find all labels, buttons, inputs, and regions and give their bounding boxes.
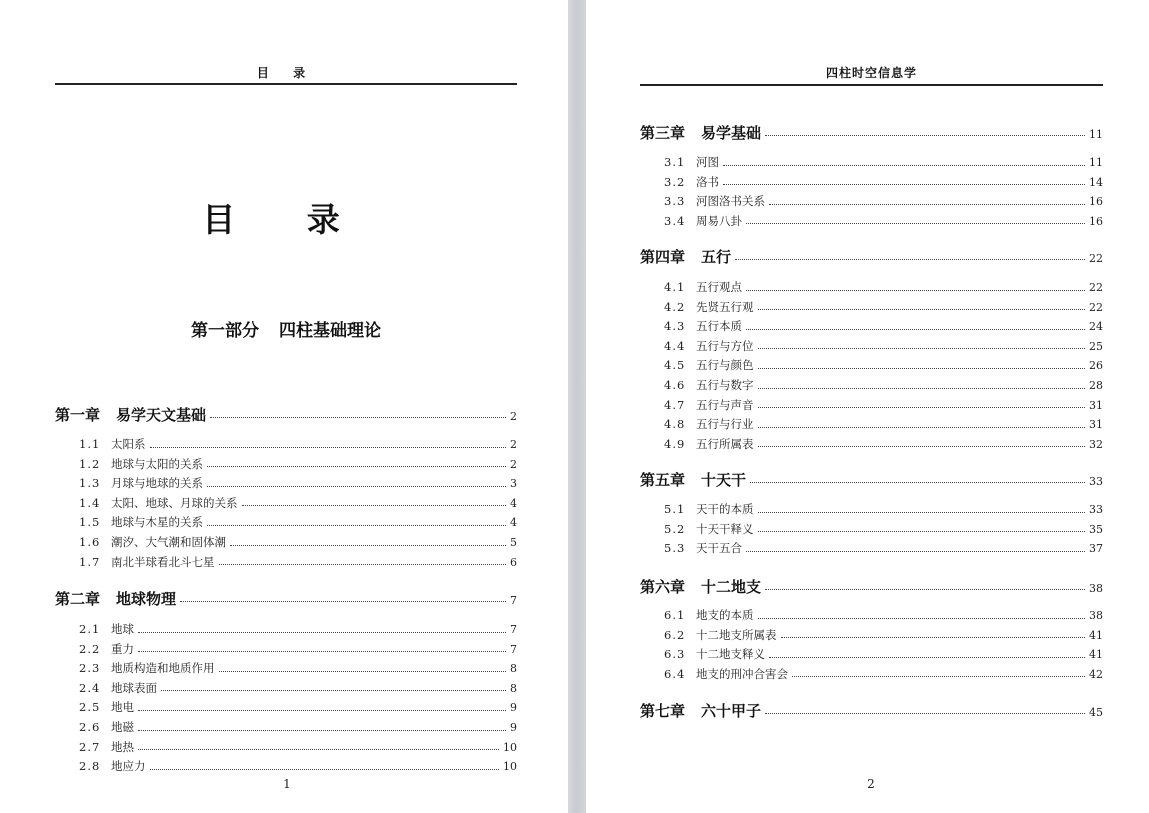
page-ref: 4	[510, 516, 517, 530]
section-title: 五行观点	[696, 280, 742, 294]
toc-section-entry	[640, 154, 1103, 170]
toc-section-entry	[55, 621, 517, 637]
left-page	[0, 0, 568, 813]
chapter-title: 六十甲子	[701, 702, 762, 720]
section-number: 3.4	[664, 213, 686, 228]
toc-section-entry	[640, 377, 1103, 393]
section-number: 4.5	[664, 358, 686, 373]
chapter-title: 十二地支	[701, 578, 762, 596]
section-title: 周易八卦	[696, 213, 742, 228]
chapter-title: 易学天文基础	[116, 406, 207, 424]
section-title: 天干的本质	[696, 502, 754, 516]
page-number: 2	[867, 777, 875, 791]
section-title: 五行与颜色	[696, 358, 754, 373]
section-number: 1.3	[79, 476, 101, 491]
section-number: 2.2	[79, 641, 101, 656]
section-number: 3.2	[664, 174, 686, 189]
dot-leader	[758, 368, 1086, 369]
toc-section-entry	[55, 456, 517, 472]
page-ref: 35	[1089, 522, 1103, 536]
toc-section-entry	[55, 660, 517, 676]
section-title: 太阳、地球、月球的关系	[111, 495, 238, 510]
dot-leader	[207, 466, 506, 467]
dot-leader	[180, 601, 506, 602]
section-title: 地球	[111, 622, 134, 636]
section-title: 天干五合	[696, 541, 742, 556]
dot-leader	[758, 618, 1086, 619]
page-ref: 8	[510, 681, 517, 695]
section-title: 太阳系	[111, 437, 146, 451]
section-title: 重力	[111, 641, 134, 656]
toc-chapter-entry	[640, 469, 1103, 490]
dot-leader	[765, 589, 1085, 590]
page-ref: 2	[510, 410, 517, 423]
toc-chapter-entry	[55, 588, 517, 609]
toc-section-entry	[640, 299, 1103, 315]
dot-leader	[219, 671, 507, 672]
toc-section-entry	[640, 213, 1103, 229]
section-number: 5.3	[664, 541, 686, 556]
dot-leader	[723, 165, 1085, 166]
section-number: 1.2	[79, 456, 101, 471]
section-title: 五行本质	[696, 319, 742, 334]
section-title: 月球与地球的关系	[111, 476, 203, 491]
section-title: 河图	[696, 155, 719, 169]
toc-chapter-entry	[640, 246, 1103, 267]
dot-leader	[210, 417, 506, 418]
section-number: 4.7	[664, 397, 686, 412]
dot-leader	[138, 749, 499, 750]
running-head: 四柱时空信息学	[825, 66, 917, 80]
page-ref: 41	[1089, 648, 1103, 662]
toc-section-entry	[55, 514, 517, 530]
right-page	[586, 0, 1149, 813]
page-ref: 7	[510, 642, 517, 656]
header-rule	[640, 84, 1103, 86]
section-title: 南北半球看北斗七星	[111, 554, 215, 569]
section-title: 五行与声音	[696, 397, 754, 412]
section-title: 地球表面	[111, 680, 157, 695]
toc-section-entry	[640, 501, 1103, 517]
page-number: 1	[283, 777, 291, 791]
section-title: 地质构造和地质作用	[111, 661, 215, 676]
toc-section-entry	[640, 416, 1103, 432]
page-ref: 16	[1089, 195, 1103, 209]
section-number: 4.8	[664, 417, 686, 432]
page-ref: 32	[1089, 437, 1103, 451]
section-number: 3.3	[664, 194, 686, 209]
toc-section-entry	[640, 646, 1103, 662]
chapter-title: 地球物理	[116, 590, 177, 608]
toc-section-entry	[55, 534, 517, 550]
page-ref: 10	[503, 740, 517, 754]
dot-leader	[765, 135, 1085, 136]
dot-leader	[758, 388, 1086, 389]
toc-section-entry	[640, 174, 1103, 190]
page-ref: 42	[1089, 667, 1103, 681]
section-number: 4.2	[664, 299, 686, 314]
section-number: 6.4	[664, 666, 686, 681]
page-ref: 41	[1089, 628, 1103, 642]
section-number: 4.9	[664, 436, 686, 451]
part-title: 第一部分 四柱基础理论	[191, 321, 381, 341]
section-number: 2.5	[79, 700, 101, 715]
section-number: 4.6	[664, 378, 686, 392]
toc-section-entry	[55, 495, 517, 511]
page-ref: 38	[1089, 582, 1103, 595]
dot-leader	[150, 447, 507, 448]
dot-leader	[758, 446, 1086, 447]
section-number: 3.1	[664, 155, 686, 169]
section-number: 1.4	[79, 495, 101, 510]
toc-section-entry	[640, 666, 1103, 682]
toc-section-entry	[640, 540, 1103, 556]
chapter-number: 第七章	[640, 702, 686, 720]
section-number: 6.2	[664, 627, 686, 642]
toc-chapter-entry	[640, 576, 1103, 597]
dot-leader	[138, 710, 506, 711]
toc-chapter-entry	[640, 122, 1103, 143]
toc-section-entry	[640, 338, 1103, 354]
page-ref: 2	[510, 457, 517, 471]
toc-section-entry	[55, 436, 517, 452]
section-title: 五行与数字	[696, 378, 754, 392]
section-number: 1.5	[79, 515, 101, 530]
section-title: 五行与行业	[696, 417, 754, 432]
section-number: 6.1	[664, 608, 686, 622]
toc-section-entry	[55, 739, 517, 755]
page-title: 目 录	[202, 200, 370, 239]
dot-leader	[242, 505, 507, 506]
page-gutter	[568, 0, 586, 813]
section-title: 地电	[111, 700, 134, 715]
toc-section-entry	[55, 758, 517, 774]
section-number: 4.1	[664, 280, 686, 294]
dot-leader	[758, 309, 1086, 310]
toc-section-entry	[640, 397, 1103, 413]
page-ref: 25	[1089, 339, 1103, 353]
toc-section-entry	[640, 357, 1103, 373]
section-title: 十二地支释义	[696, 647, 765, 662]
page-ref: 22	[1089, 281, 1103, 294]
toc-chapter-entry	[640, 700, 1103, 721]
dot-leader	[758, 348, 1086, 349]
dot-leader	[746, 329, 1085, 330]
page-ref: 7	[510, 623, 517, 636]
dot-leader	[792, 676, 1085, 677]
toc-section-entry	[640, 607, 1103, 623]
toc-section-entry	[55, 680, 517, 696]
dot-leader	[769, 657, 1085, 658]
page-ref: 28	[1089, 379, 1103, 392]
page-ref: 3	[510, 477, 517, 491]
page-ref: 2	[510, 438, 517, 451]
dot-leader	[230, 545, 506, 546]
page-ref: 11	[1089, 156, 1103, 169]
section-number: 2.3	[79, 661, 101, 676]
chapter-number: 第一章	[55, 406, 101, 424]
dot-leader	[765, 713, 1085, 714]
section-title: 地球与太阳的关系	[111, 456, 203, 471]
section-title: 地支的本质	[696, 608, 754, 622]
chapter-number: 第四章	[640, 248, 686, 266]
dot-leader	[746, 551, 1085, 552]
section-title: 地球与木星的关系	[111, 515, 203, 530]
section-title: 地磁	[111, 720, 134, 734]
page-ref: 31	[1089, 398, 1103, 412]
toc-section-entry	[55, 554, 517, 570]
page-ref: 45	[1089, 706, 1103, 719]
dot-leader	[207, 525, 506, 526]
page-ref: 33	[1089, 475, 1103, 488]
section-number: 4.3	[664, 319, 686, 334]
chapter-title: 十天干	[701, 471, 747, 489]
toc-section-entry	[640, 318, 1103, 334]
section-title: 地应力	[111, 759, 146, 774]
page-ref: 22	[1089, 252, 1103, 265]
page-ref: 6	[510, 555, 517, 569]
chapter-title: 五行	[701, 248, 732, 266]
page-ref: 31	[1089, 418, 1103, 432]
toc-section-entry	[55, 719, 517, 735]
page-ref: 10	[503, 760, 517, 774]
chapter-number: 第五章	[640, 471, 686, 489]
toc-section-entry	[640, 521, 1103, 537]
page-ref: 7	[510, 594, 517, 607]
toc-section-entry	[55, 699, 517, 715]
dot-leader	[758, 407, 1086, 408]
dot-leader	[161, 690, 506, 691]
section-number: 1.6	[79, 535, 101, 549]
section-title: 洛书	[696, 174, 719, 189]
chapter-title: 易学基础	[701, 124, 762, 142]
section-title: 五行所属表	[696, 436, 754, 451]
page-ref: 8	[510, 662, 517, 676]
section-title: 五行与方位	[696, 338, 754, 353]
dot-leader	[138, 730, 506, 731]
section-title: 十天干释义	[696, 521, 754, 536]
chapter-number: 第六章	[640, 578, 686, 596]
page-ref: 37	[1089, 542, 1103, 556]
dot-leader	[150, 769, 500, 770]
toc-section-entry	[640, 279, 1103, 295]
chapter-number: 第二章	[55, 590, 101, 608]
dot-leader	[758, 427, 1086, 428]
dot-leader	[758, 531, 1086, 532]
page-ref: 24	[1089, 320, 1103, 334]
dot-leader	[219, 564, 507, 565]
section-title: 十二地支所属表	[696, 627, 777, 642]
dot-leader	[138, 651, 506, 652]
page-ref: 38	[1089, 609, 1103, 622]
toc-section-entry	[55, 475, 517, 491]
page-ref: 9	[510, 701, 517, 715]
dot-leader	[723, 184, 1085, 185]
header-rule	[55, 83, 517, 85]
section-number: 4.4	[664, 338, 686, 353]
page-ref: 33	[1089, 503, 1103, 516]
section-title: 河图洛书关系	[696, 194, 765, 209]
toc-section-entry	[640, 436, 1103, 452]
section-number: 5.1	[664, 502, 686, 516]
dot-leader	[781, 637, 1086, 638]
section-number: 2.6	[79, 720, 101, 734]
section-number: 2.8	[79, 759, 101, 774]
section-title: 地支的刑冲合害会	[696, 666, 788, 681]
dot-leader	[746, 223, 1085, 224]
dot-leader	[746, 290, 1085, 291]
dot-leader	[138, 632, 506, 633]
toc-section-entry	[55, 641, 517, 657]
page-ref: 9	[510, 721, 517, 734]
section-number: 1.1	[79, 437, 101, 451]
dot-leader	[750, 482, 1085, 483]
toc-section-entry	[640, 193, 1103, 209]
page-ref: 26	[1089, 359, 1103, 373]
page-ref: 4	[510, 496, 517, 510]
chapter-number: 第三章	[640, 124, 686, 142]
section-number: 1.7	[79, 554, 101, 569]
section-number: 6.3	[664, 647, 686, 662]
page-ref: 16	[1089, 214, 1103, 228]
section-number: 2.7	[79, 739, 101, 754]
page-ref: 5	[510, 536, 517, 549]
page-ref: 22	[1089, 300, 1103, 314]
dot-leader	[769, 204, 1085, 205]
dot-leader	[735, 259, 1085, 260]
page-ref: 14	[1089, 175, 1103, 189]
section-number: 2.1	[79, 622, 101, 636]
dot-leader	[758, 512, 1086, 513]
section-title: 地热	[111, 739, 134, 754]
running-head: 目 录	[256, 66, 316, 80]
section-title: 先贤五行观	[696, 299, 754, 314]
page-ref: 11	[1089, 128, 1103, 141]
section-number: 2.4	[79, 680, 101, 695]
toc-chapter-entry	[55, 404, 517, 425]
dot-leader	[207, 486, 506, 487]
section-number: 5.2	[664, 521, 686, 536]
toc-section-entry	[640, 627, 1103, 643]
section-title: 潮汐、大气潮和固体潮	[111, 535, 226, 549]
